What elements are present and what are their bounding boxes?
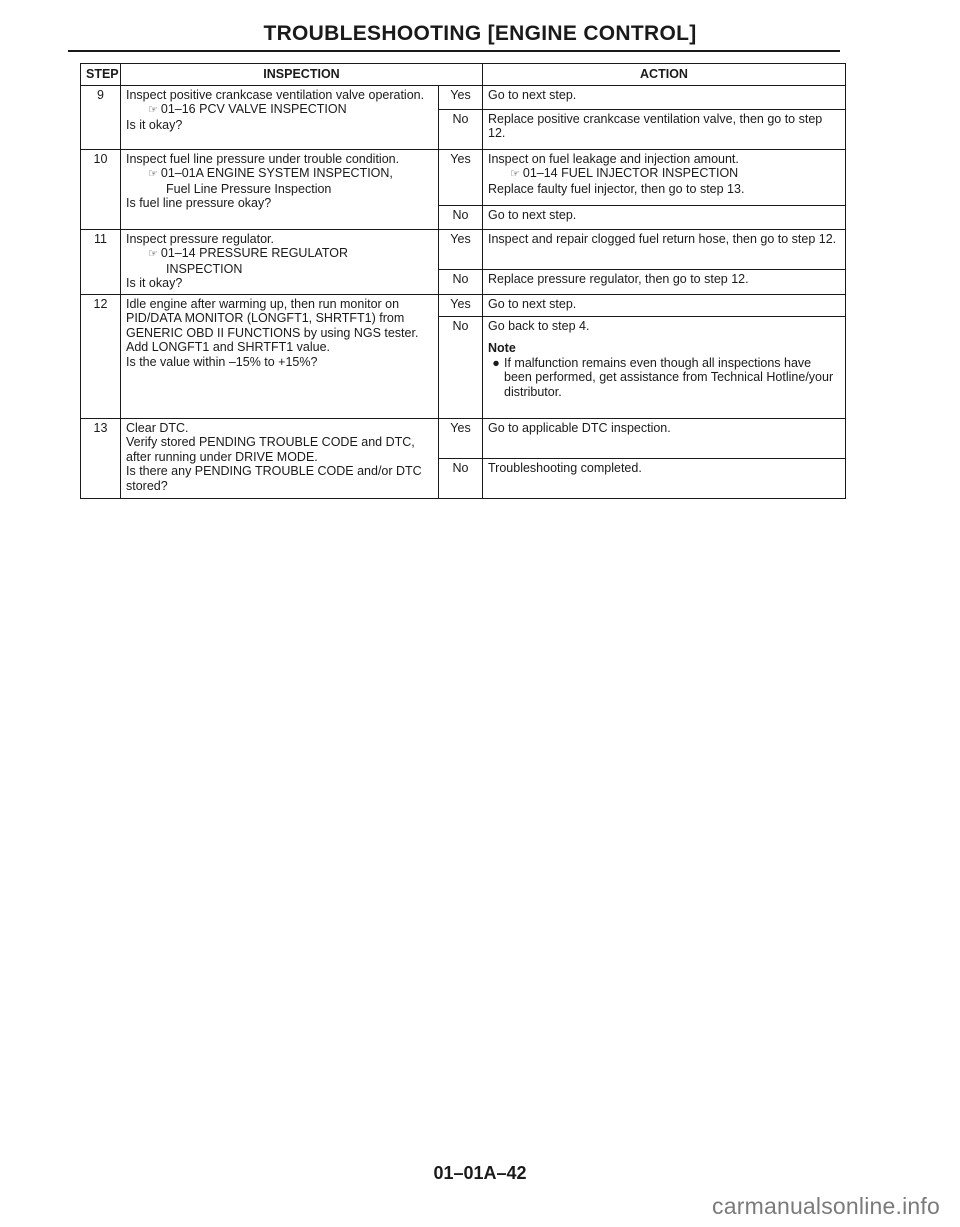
no-action: Troubleshooting completed. — [483, 458, 846, 498]
inspection-cell — [121, 418, 439, 498]
yes-action-text: Replace faulty fuel injector, then go to step 13. — [488, 181, 745, 196]
inspection-text: Idle engine after warming up, then run monitor on PID/DATA MONITOR (LONGFT1, SHRTFT1) from GENERIC OBD II FUNCTIONS by using NGS tester. — [126, 296, 419, 340]
table-row — [81, 418, 846, 458]
title-rule — [68, 50, 840, 52]
note-item — [488, 356, 840, 400]
header-inspection: INSPECTION — [121, 64, 483, 86]
no-label: No — [439, 109, 483, 149]
troubleshooting-table — [80, 63, 846, 499]
reference-icon: ☞ — [148, 104, 158, 116]
inspection-text: Inspect fuel line pressure under trouble condition. — [126, 151, 400, 166]
inspection-question: Is it okay? — [126, 276, 183, 290]
watermark: carmanualsonline.info — [712, 1193, 940, 1219]
step-number: 11 — [81, 229, 121, 294]
page-title: TROUBLESHOOTING [ENGINE CONTROL] — [263, 22, 697, 45]
inspection-text: Inspect positive crankcase ventilation valve operation. — [126, 87, 425, 102]
step-number: 13 — [81, 418, 121, 498]
reference-icon: ☞ — [148, 248, 158, 260]
no-label: No — [439, 458, 483, 498]
inspection-question: Is it okay? — [126, 117, 183, 132]
table-row — [81, 149, 846, 205]
yes-action: Go to next step. — [483, 85, 846, 109]
note-title: Note — [488, 341, 516, 355]
note-text: If malfunction remains even though all inspections have been performed, get assistance from Technical Hotline/your distributor. — [504, 355, 834, 399]
no-action-text: Go back to step 4. — [488, 318, 590, 333]
reference-subtitle: INSPECTION — [166, 261, 243, 276]
yes-action: Inspect and repair clogged fuel return hose, then go to step 12. — [483, 229, 846, 270]
page-number: 01–01A–42 — [433, 1163, 527, 1183]
reference: ☞ 01–01A ENGINE SYSTEM INSPECTION, — [148, 166, 393, 180]
reference: ☞ 01–16 PCV VALVE INSPECTION — [148, 102, 347, 116]
no-label: No — [439, 205, 483, 229]
inspection-text: Add LONGFT1 and SHRTFT1 value. — [126, 340, 331, 354]
no-action — [483, 316, 846, 418]
reference-icon: ☞ — [148, 168, 158, 180]
inspection-text: Verify stored PENDING TROUBLE CODE and DTC, after running under DRIVE MODE. — [126, 435, 415, 464]
reference: ☞ 01–14 PRESSURE REGULATOR — [148, 246, 348, 260]
inspection-text: Clear DTC. — [126, 420, 189, 435]
inspection-question: Is fuel line pressure okay? — [126, 196, 272, 210]
yes-label: Yes — [439, 149, 483, 205]
yes-action — [483, 149, 846, 205]
inspection-cell — [121, 149, 439, 229]
table-row — [81, 229, 846, 270]
inspection-cell — [121, 294, 439, 418]
header-action: ACTION — [483, 64, 846, 86]
step-number: 10 — [81, 149, 121, 229]
no-label: No — [439, 316, 483, 418]
yes-label: Yes — [439, 229, 483, 270]
reference: ☞ 01–14 FUEL INJECTOR INSPECTION — [510, 166, 739, 180]
yes-action-text: Inspect on fuel leakage and injection amount. — [488, 151, 739, 166]
step-number: 9 — [81, 85, 121, 149]
table-header-row — [81, 64, 846, 86]
inspection-question: Is the value within –15% to +15%? — [126, 354, 318, 369]
header-step: STEP — [81, 64, 121, 86]
reference-icon: ☞ — [510, 168, 520, 180]
yes-label: Yes — [439, 418, 483, 458]
inspection-text: Inspect pressure regulator. — [126, 231, 274, 246]
yes-label: Yes — [439, 294, 483, 316]
no-action: Go to next step. — [483, 205, 846, 229]
table-row — [81, 85, 846, 109]
inspection-cell — [121, 85, 439, 149]
reference-subtitle: Fuel Line Pressure Inspection — [166, 181, 332, 196]
inspection-cell — [121, 229, 439, 294]
no-action: Replace pressure regulator, then go to step 12. — [483, 270, 846, 294]
step-number: 12 — [81, 294, 121, 418]
bullet-icon: ● — [492, 355, 500, 370]
no-label: No — [439, 270, 483, 294]
yes-label: Yes — [439, 85, 483, 109]
yes-action: Go to applicable DTC inspection. — [483, 418, 846, 458]
table-row — [81, 294, 846, 316]
inspection-question: Is there any PENDING TROUBLE CODE and/or DTC stored? — [126, 464, 422, 493]
yes-action: Go to next step. — [483, 294, 846, 316]
no-action: Replace positive crankcase ventilation valve, then go to step 12. — [483, 109, 846, 149]
